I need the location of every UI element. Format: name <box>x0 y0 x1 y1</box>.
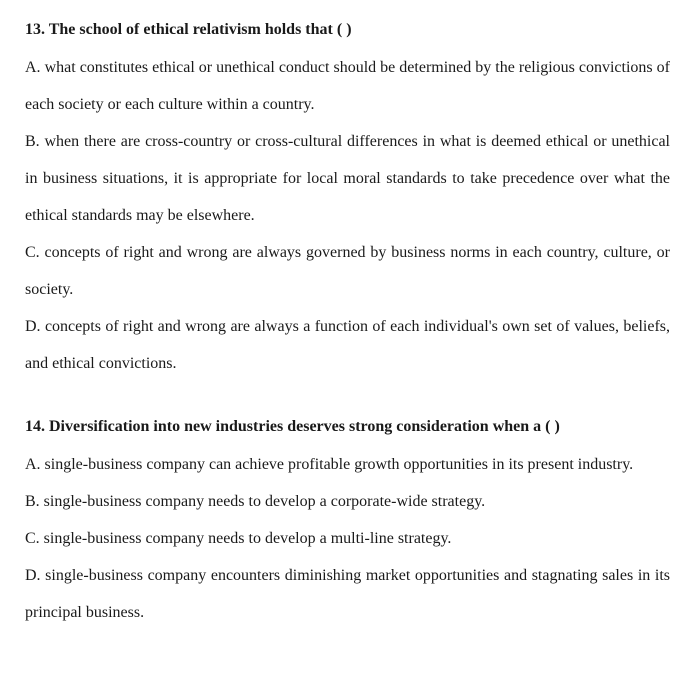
option-b: B. single-business company needs to develop a corporate-wide strategy. <box>25 493 486 510</box>
option-d: D. concepts of right and wrong are always a function of each individual's own set of values, beliefs, and ethical convictions. <box>25 318 670 372</box>
option-c: C. single-business company needs to develop a multi-line strategy. <box>25 530 452 547</box>
option-c: C. concepts of right and wrong are always governed by business norms in each country, culture, or society. <box>25 244 670 298</box>
question-title: 13. The school of ethical relativism holds that ( ) <box>25 21 352 38</box>
question-13 <box>25 20 670 382</box>
question-title: 14. Diversification into new industries deserves strong consideration when a ( ) <box>25 418 560 435</box>
option-d: D. single-business company encounters diminishing market opportunities and stagnating sales in its principal business. <box>25 567 670 621</box>
question-14 <box>25 417 670 631</box>
option-a: A. single-business company can achieve profitable growth opportunities in its present industry. <box>25 456 634 473</box>
option-a: A. what constitutes ethical or unethical conduct should be determined by the religious convictions of each society or each culture within a country. <box>25 59 670 113</box>
option-b: B. when there are cross-country or cross-cultural differences in what is deemed ethical or unethical in business situations, it is appropriate for local moral standards to take precedence over what the ethical standards may be elsewhere. <box>25 133 670 224</box>
